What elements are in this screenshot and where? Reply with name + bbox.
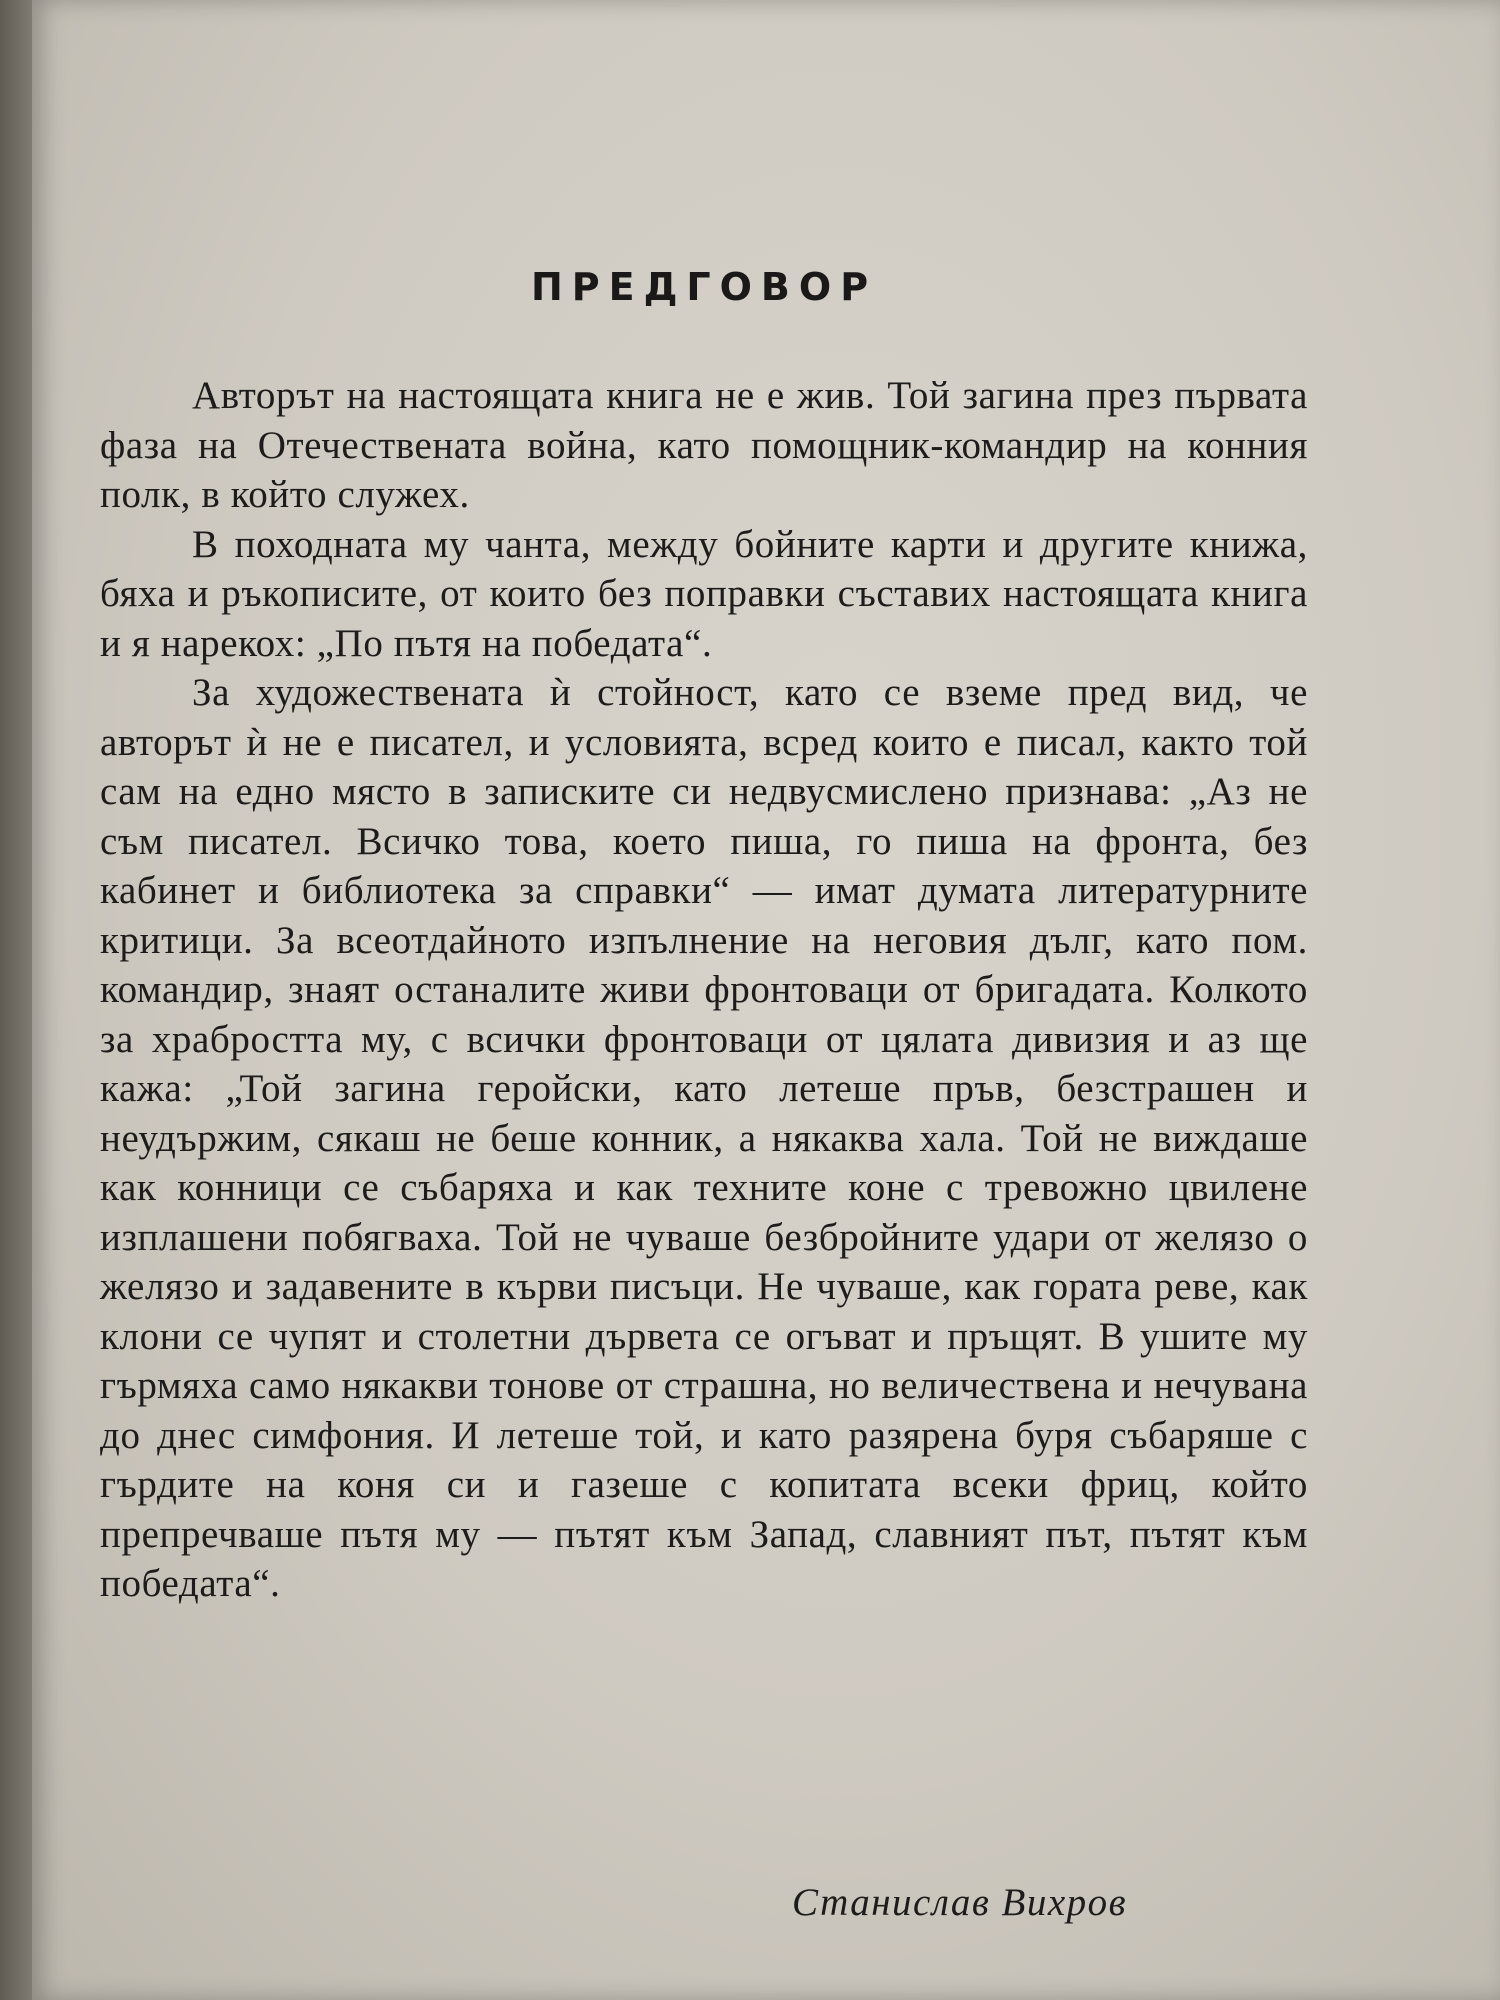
page-title: ПРЕДГОВОР	[530, 265, 878, 309]
paragraph-2: В походната му чанта, между бойните карти и другите книжа, бяха и ръкописите, от които без поправки съставих настоящата книга и я нарекох: „По пътя на победата“.	[100, 522, 1308, 665]
author-signature: Станислав Вихров	[792, 1881, 1128, 1924]
book-page	[32, 0, 1500, 2000]
paragraph-3: За художествената ѝ стойност, като се вземе пред вид, че авторът ѝ не е писател, и условията, всред които е писал, както той сам на едно място в записките си недвусмислено признава: „Аз не съм писател. Всичко това, което пиша, го пиша на фронта, без кабинет и библиотека за справки“ — имат думата литературните критици. За всеотдайното изпълнение на неговия дълг, като пом. командир, знаят останалите живи фронтоваци от бригадата. Колкото за храбростта му, с всички фронтоваци от цялата дивизия и аз ще кажа: „Той загина геройски, като летеше пръв, безстрашен и неудържим, сякаш не беше конник, а някаква хала. Той не виждаше как конници се събаряха и как техните коне с тревожно цвилене изплашени побягваха. Той не чуваше безбройните удари от желязо о желязо и задавените в кърви писъци. Не чуваше, как гората реве, как клони се чупят и столетни дървета се огъват и пръщят. В ушите му гърмяха само някакви тонове от страшна, но величествена и нечувана до днес симфония. И летеше той, и като разярена буря събаряше с гърдите на коня си и газеше с копитата всеки фриц, който препречваше пътя му — пътят към Запад, славният път, пътят към победата“.	[100, 671, 1308, 1605]
page-text-block	[100, 265, 1308, 1609]
paragraph-1: Авторът на настоящата книга не е жив. Той загина през първата фаза на Отечествената война, като помощник-командир на конния полк, в който служех.	[100, 374, 1308, 516]
